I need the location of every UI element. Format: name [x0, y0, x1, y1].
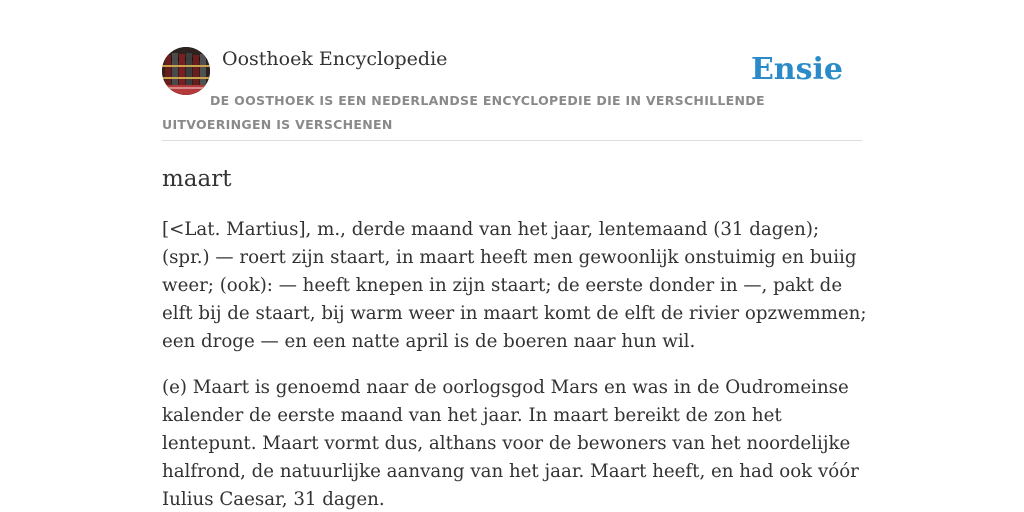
source-name[interactable]: Oosthoek Encyclopedie: [222, 48, 448, 70]
source-tagline: DE OOSTHOEK IS EEN NEDERLANDSE ENCYCLOPEDIE DIE IN VERSCHILLENDE UITVOERINGEN IS VERSCHENEN: [162, 93, 765, 132]
article-paragraph: [<Lat. Martius], m., derde maand van het jaar, lentemaand (31 dagen); (spr.) — roert zijn staart, in maart heeft men gewoonlijk onstuimig en buiig weer; (ook): — heeft knepen in zijn staart; de eerste donder in —, pakt de elft bij de staart, bij warm weer in maart komt de elft de rivier opzwemmen; een droge — en een natte april is de boeren naar hun wil.: [162, 219, 867, 352]
article-body: [162, 216, 867, 512]
site-header: [162, 46, 862, 141]
article-paragraph: (e) Maart is genoemd naar de oorlogsgod Mars en was in de Oudromeinse kalender de eerste maand van het jaar. In maart bereikt de zon het lentepunt. Maart vormt dus, althans voor de bewoners van het noordelijke halfrond, de natuurlijke aanvang van het jaar. Maart heeft, en had ook vóór Iulius Caesar, 31 dagen.: [162, 377, 859, 510]
article-title: maart: [162, 166, 232, 192]
source-avatar[interactable]: [162, 47, 210, 95]
brand-logo-link[interactable]: Ensie: [750, 52, 843, 87]
book-spines-icon: [162, 47, 210, 95]
